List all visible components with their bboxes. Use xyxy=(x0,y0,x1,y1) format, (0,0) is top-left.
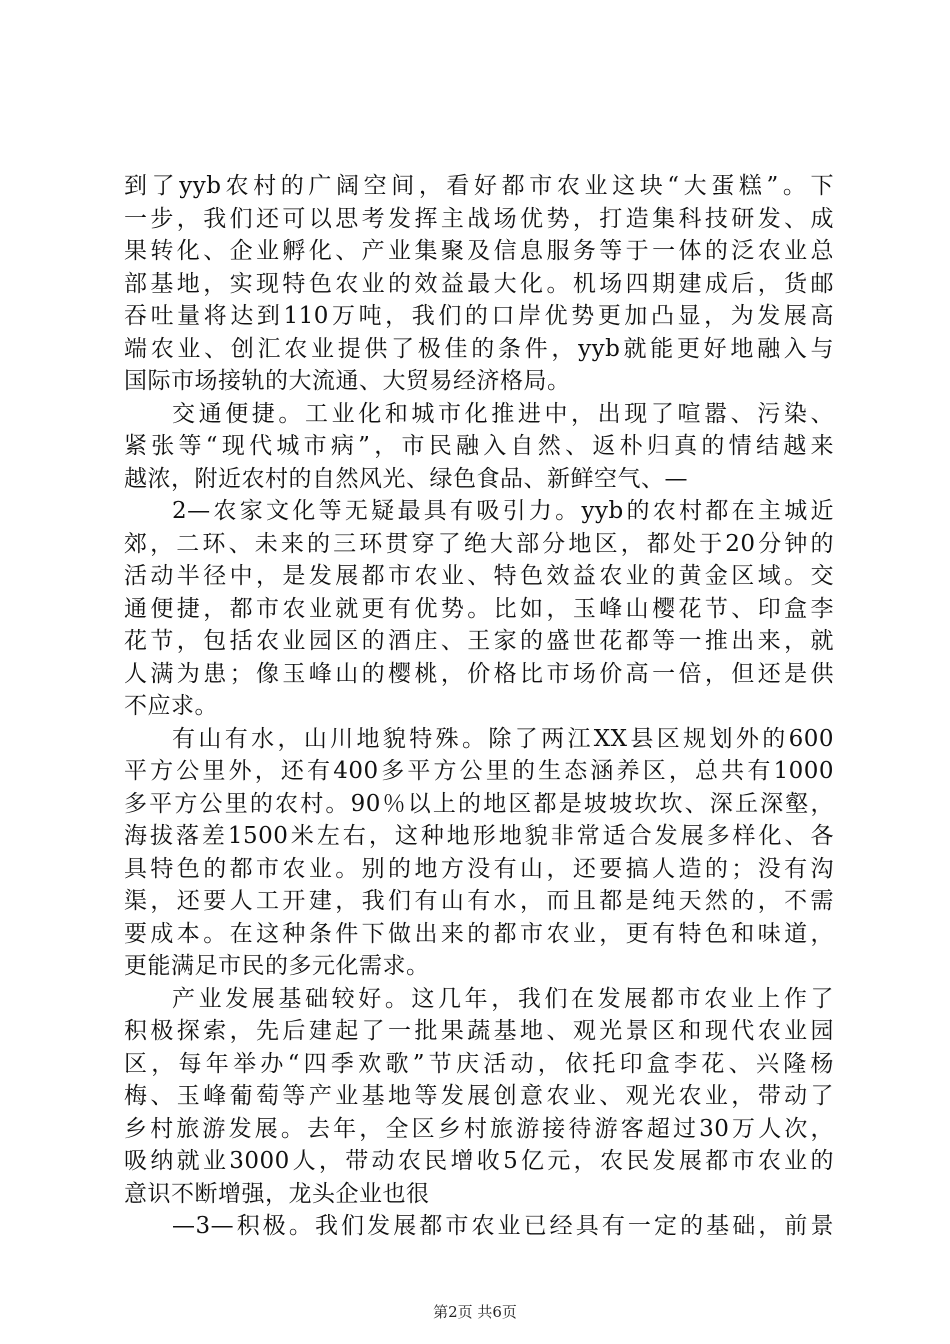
text-line: 多平方公里的农村。90％以上的地区都是坡坡坎坎、深丘深壑， xyxy=(124,790,834,817)
text-line: 不应求。 xyxy=(124,693,218,719)
text-line: 花节，包括农业园区的酒庄、王家的盛世花都等一推出来，就 xyxy=(124,628,834,654)
text-line: 有山有水，山川地貌特殊。除了两江XX县区规划外的600 xyxy=(172,725,834,752)
text-line: 海拔落差1500米左右，这种地形地貌非常适合发展多样化、各 xyxy=(124,823,834,849)
text-line: 越浓，附近农村的自然风光、绿色食品、新鲜空气、— xyxy=(124,465,688,492)
text-line: 更能满足市民的多元化需求。 xyxy=(124,953,430,979)
text-line: 2—农家文化等无疑最具有吸引力。yyb的农村都在主城近 xyxy=(172,498,834,524)
text-line: 果转化、企业孵化、产业集聚及信息服务等于一体的泛农业总 xyxy=(124,238,834,264)
text-line: 平方公里外，还有400多平方公里的生态涵养区，总共有1000 xyxy=(124,758,834,784)
text-line: 具特色的都市农业。别的地方没有山，还要搞人造的；没有沟 xyxy=(124,855,834,882)
text-line: 国际市场接轨的大流通、大贸易经济格局。 xyxy=(124,368,571,394)
text-line: 端农业、创汇农业提供了极佳的条件，yyb就能更好地融入与 xyxy=(124,335,834,362)
text-line: —3—积极。我们发展都市农业已经具有一定的基础，前景 xyxy=(172,1213,834,1239)
text-line: 吸纳就业3000人，带动农民增收5亿元，农民发展都市农业的 xyxy=(124,1148,834,1174)
text-line: 到了yyb农村的广阔空间，看好都市农业这块“大蛋糕”。下 xyxy=(124,173,834,199)
text-line: 产业发展基础较好。这几年，我们在发展都市农业上作了 xyxy=(172,985,834,1012)
text-line: 意识不断增强，龙头企业也很 xyxy=(124,1180,430,1207)
text-line: 一步，我们还可以思考发挥主战场优势，打造集科技研发、成 xyxy=(124,205,834,232)
body-text xyxy=(124,170,834,1243)
text-line: 交通便捷。工业化和城市化推进中，出现了喧嚣、污染、 xyxy=(172,400,834,427)
text-line: 乡村旅游发展。去年，全区乡村旅游接待游客超过30万人次， xyxy=(124,1115,834,1142)
text-line: 活动半径中，是发展都市农业、特色效益农业的黄金区域。交 xyxy=(124,563,834,589)
text-line: 郊，二环、未来的三环贯穿了绝大部分地区，都处于20分钟的 xyxy=(124,530,834,557)
text-line: 人满为患；像玉峰山的樱桃，价格比市场价高一倍，但还是供 xyxy=(124,660,834,687)
text-line: 积极探索，先后建起了一批果蔬基地、观光景区和现代农业园 xyxy=(124,1018,834,1044)
text-line: 紧张等“现代城市病”，市民融入自然、返朴归真的情结越来 xyxy=(124,433,834,459)
text-line: 梅、玉峰葡萄等产业基地等发展创意农业、观光农业，带动了 xyxy=(124,1083,834,1109)
page-footer: 第2页 共6页 xyxy=(433,1303,517,1321)
text-line: 通便捷，都市农业就更有优势。比如，玉峰山樱花节、印盒李 xyxy=(124,595,834,622)
text-line: 区，每年举办“四季欢歌”节庆活动，依托印盒李花、兴隆杨 xyxy=(124,1050,834,1077)
text-line: 吞吐量将达到110万吨，我们的口岸优势更加凸显，为发展高 xyxy=(124,303,834,329)
text-line: 部基地，实现特色农业的效益最大化。机场四期建成后，货邮 xyxy=(124,270,834,297)
text-line: 要成本。在这种条件下做出来的都市农业，更有特色和味道， xyxy=(124,920,834,947)
text-line: 渠，还要人工开建，我们有山有水，而且都是纯天然的，不需 xyxy=(124,888,834,914)
